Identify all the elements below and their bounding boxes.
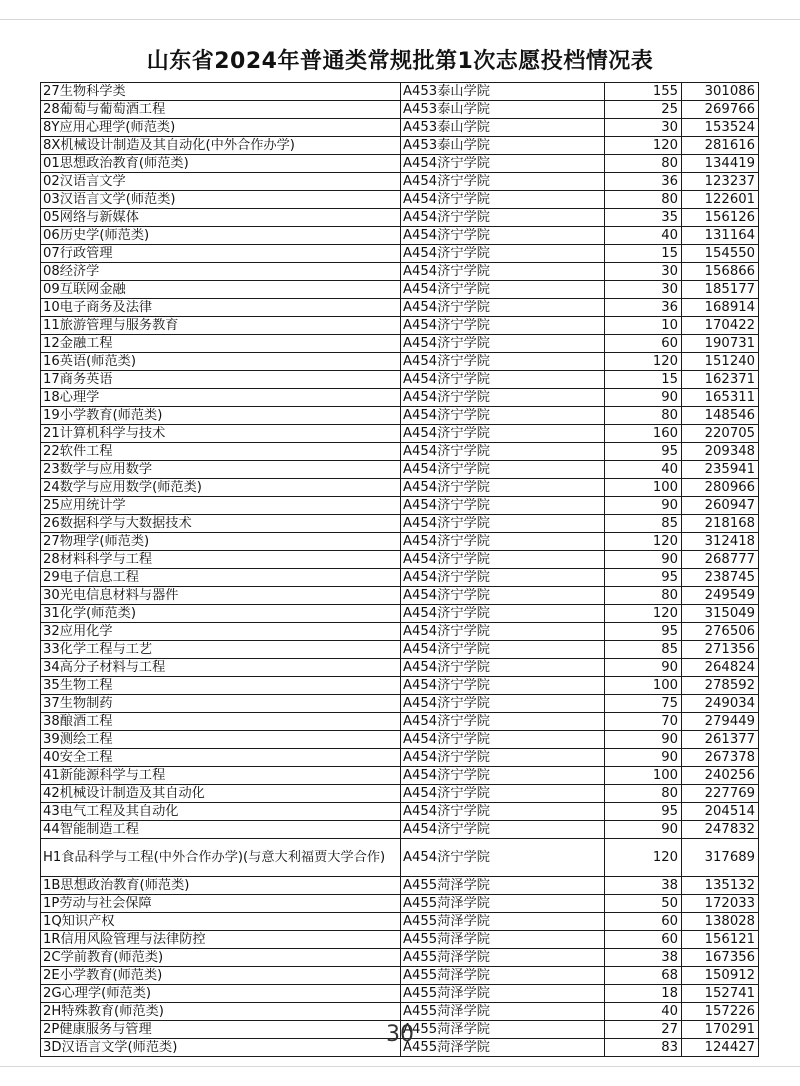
cell-plan: 80 — [605, 155, 682, 173]
cell-rank: 249034 — [682, 695, 759, 713]
cell-school: A453泰山学院 — [401, 101, 605, 119]
table-row — [41, 353, 759, 371]
cell-rank: 240256 — [682, 767, 759, 785]
cell-school: A454济宁学院 — [401, 515, 605, 533]
cell-plan: 85 — [605, 641, 682, 659]
cell-school: A455菏泽学院 — [401, 895, 605, 913]
cell-plan: 90 — [605, 821, 682, 839]
cell-school: A455菏泽学院 — [401, 985, 605, 1003]
cell-school: A455菏泽学院 — [401, 1003, 605, 1021]
table-row — [41, 985, 759, 1003]
cell-rank: 156121 — [682, 931, 759, 949]
cell-rank: 271356 — [682, 641, 759, 659]
cell-school: A453泰山学院 — [401, 119, 605, 137]
cell-plan: 40 — [605, 461, 682, 479]
cell-rank: 157226 — [682, 1003, 759, 1021]
table-row — [41, 443, 759, 461]
cell-major: 02汉语言文学 — [41, 173, 401, 191]
cell-rank: 172033 — [682, 895, 759, 913]
table-row — [41, 533, 759, 551]
cell-major: 38酿酒工程 — [41, 713, 401, 731]
cell-rank: 227769 — [682, 785, 759, 803]
cell-school: A454济宁学院 — [401, 335, 605, 353]
cell-school: A454济宁学院 — [401, 641, 605, 659]
cell-plan: 90 — [605, 389, 682, 407]
cell-rank: 170291 — [682, 1021, 759, 1039]
cell-school: A454济宁学院 — [401, 299, 605, 317]
table-row — [41, 821, 759, 839]
table-row — [41, 299, 759, 317]
cell-major: 35生物工程 — [41, 677, 401, 695]
table-row — [41, 245, 759, 263]
cell-rank: 280966 — [682, 479, 759, 497]
cell-plan: 50 — [605, 895, 682, 913]
cell-major: 30光电信息材料与器件 — [41, 587, 401, 605]
cell-plan: 95 — [605, 803, 682, 821]
cell-major: 27物理学(师范类) — [41, 533, 401, 551]
cell-school: A455菏泽学院 — [401, 877, 605, 895]
cell-major: 2E小学教育(师范类) — [41, 967, 401, 985]
cell-plan: 60 — [605, 913, 682, 931]
cell-plan: 155 — [605, 83, 682, 101]
table-row — [41, 425, 759, 443]
cell-major: 17商务英语 — [41, 371, 401, 389]
table-body — [41, 83, 759, 1057]
cell-school: A454济宁学院 — [401, 767, 605, 785]
cell-plan: 36 — [605, 299, 682, 317]
cell-major: 33化学工程与工艺 — [41, 641, 401, 659]
table-row — [41, 731, 759, 749]
cell-major: 12金融工程 — [41, 335, 401, 353]
cell-rank: 269766 — [682, 101, 759, 119]
cell-school: A454济宁学院 — [401, 785, 605, 803]
cell-plan: 80 — [605, 407, 682, 425]
cell-major: 27生物科学类 — [41, 83, 401, 101]
cell-rank: 235941 — [682, 461, 759, 479]
cell-rank: 315049 — [682, 605, 759, 623]
cell-major: 8Y应用心理学(师范类) — [41, 119, 401, 137]
cell-major: 01思想政治教育(师范类) — [41, 155, 401, 173]
page-number: 30 — [386, 1022, 414, 1047]
cell-school: A454济宁学院 — [401, 821, 605, 839]
cell-plan: 68 — [605, 967, 682, 985]
cell-school: A455菏泽学院 — [401, 931, 605, 949]
table-row — [41, 191, 759, 209]
cell-rank: 185177 — [682, 281, 759, 299]
cell-major: 18心理学 — [41, 389, 401, 407]
cell-school: A454济宁学院 — [401, 803, 605, 821]
cell-plan: 35 — [605, 209, 682, 227]
cell-rank: 151240 — [682, 353, 759, 371]
cell-school: A454济宁学院 — [401, 659, 605, 677]
page-top-border — [0, 19, 800, 20]
admission-table — [40, 82, 759, 1057]
table-row — [41, 173, 759, 191]
cell-school: A454济宁学院 — [401, 839, 605, 877]
cell-plan: 90 — [605, 749, 682, 767]
cell-school: A454济宁学院 — [401, 497, 605, 515]
table-row — [41, 515, 759, 533]
cell-school: A454济宁学院 — [401, 281, 605, 299]
table-row — [41, 1003, 759, 1021]
cell-major: 1P劳动与社会保障 — [41, 895, 401, 913]
cell-major: 29电子信息工程 — [41, 569, 401, 587]
cell-rank: 267378 — [682, 749, 759, 767]
cell-major: 2G心理学(师范类) — [41, 985, 401, 1003]
table-row — [41, 623, 759, 641]
table-row — [41, 877, 759, 895]
cell-school: A455菏泽学院 — [401, 1039, 605, 1057]
cell-plan: 120 — [605, 353, 682, 371]
cell-school: A454济宁学院 — [401, 209, 605, 227]
cell-major: 11旅游管理与服务教育 — [41, 317, 401, 335]
cell-major: 1Q知识产权 — [41, 913, 401, 931]
cell-major: 2P健康服务与管理 — [41, 1021, 401, 1039]
cell-major: 32应用化学 — [41, 623, 401, 641]
cell-major: 28材料科学与工程 — [41, 551, 401, 569]
cell-school: A453泰山学院 — [401, 137, 605, 155]
table-row — [41, 479, 759, 497]
cell-rank: 156126 — [682, 209, 759, 227]
table-row — [41, 839, 759, 877]
cell-plan: 15 — [605, 371, 682, 389]
cell-major: 09互联网金融 — [41, 281, 401, 299]
cell-major: 41新能源科学与工程 — [41, 767, 401, 785]
cell-plan: 83 — [605, 1039, 682, 1057]
cell-school: A454济宁学院 — [401, 389, 605, 407]
cell-school: A454济宁学院 — [401, 317, 605, 335]
cell-major: 25应用统计学 — [41, 497, 401, 515]
cell-rank: 162371 — [682, 371, 759, 389]
cell-plan: 95 — [605, 443, 682, 461]
cell-rank: 148546 — [682, 407, 759, 425]
cell-major: 2C学前教育(师范类) — [41, 949, 401, 967]
cell-major: 37生物制药 — [41, 695, 401, 713]
cell-school: A454济宁学院 — [401, 533, 605, 551]
cell-plan: 120 — [605, 533, 682, 551]
cell-plan: 30 — [605, 263, 682, 281]
cell-school: A454济宁学院 — [401, 749, 605, 767]
table-row — [41, 785, 759, 803]
cell-school: A455菏泽学院 — [401, 949, 605, 967]
cell-rank: 170422 — [682, 317, 759, 335]
cell-rank: 168914 — [682, 299, 759, 317]
table-row — [41, 967, 759, 985]
cell-school: A454济宁学院 — [401, 587, 605, 605]
table-row — [41, 317, 759, 335]
page-title: 山东省2024年普通类常规批第1次志愿投档情况表 — [146, 49, 654, 74]
cell-major: 24数学与应用数学(师范类) — [41, 479, 401, 497]
cell-plan: 95 — [605, 569, 682, 587]
cell-school: A454济宁学院 — [401, 173, 605, 191]
cell-rank: 261377 — [682, 731, 759, 749]
cell-major: 03汉语言文学(师范类) — [41, 191, 401, 209]
cell-school: A455菏泽学院 — [401, 913, 605, 931]
cell-school: A454济宁学院 — [401, 569, 605, 587]
cell-school: A454济宁学院 — [401, 443, 605, 461]
cell-plan: 40 — [605, 1003, 682, 1021]
cell-rank: 260947 — [682, 497, 759, 515]
cell-school: A454济宁学院 — [401, 263, 605, 281]
table-row — [41, 587, 759, 605]
table-row — [41, 497, 759, 515]
cell-plan: 90 — [605, 659, 682, 677]
cell-plan: 15 — [605, 245, 682, 263]
cell-major: 10电子商务及法律 — [41, 299, 401, 317]
cell-rank: 122601 — [682, 191, 759, 209]
table-row — [41, 713, 759, 731]
cell-rank: 123237 — [682, 173, 759, 191]
cell-plan: 80 — [605, 191, 682, 209]
table-row — [41, 569, 759, 587]
cell-plan: 120 — [605, 137, 682, 155]
cell-major: 40安全工程 — [41, 749, 401, 767]
cell-plan: 25 — [605, 101, 682, 119]
cell-school: A453泰山学院 — [401, 83, 605, 101]
cell-school: A454济宁学院 — [401, 695, 605, 713]
cell-major: 1B思想政治教育(师范类) — [41, 877, 401, 895]
cell-major: 3D汉语言文学(师范类) — [41, 1039, 401, 1057]
cell-plan: 90 — [605, 551, 682, 569]
cell-major: 26数据科学与大数据技术 — [41, 515, 401, 533]
cell-plan: 38 — [605, 877, 682, 895]
cell-major: 42机械设计制造及其自动化 — [41, 785, 401, 803]
cell-school: A454济宁学院 — [401, 191, 605, 209]
cell-plan: 30 — [605, 281, 682, 299]
cell-rank: 220705 — [682, 425, 759, 443]
cell-major: 06历史学(师范类) — [41, 227, 401, 245]
table-row — [41, 803, 759, 821]
cell-major: 31化学(师范类) — [41, 605, 401, 623]
cell-plan: 70 — [605, 713, 682, 731]
cell-plan: 85 — [605, 515, 682, 533]
cell-school: A454济宁学院 — [401, 461, 605, 479]
cell-plan: 18 — [605, 985, 682, 1003]
cell-plan: 40 — [605, 227, 682, 245]
table-row — [41, 263, 759, 281]
cell-plan: 100 — [605, 767, 682, 785]
cell-major: 07行政管理 — [41, 245, 401, 263]
cell-major: H1食品科学与工程(中外合作办学)(与意大利福贾大学合作) — [41, 839, 401, 877]
table-row — [41, 209, 759, 227]
cell-major: 21计算机科学与技术 — [41, 425, 401, 443]
cell-major: 1R信用风险管理与法律防控 — [41, 931, 401, 949]
table-row — [41, 767, 759, 785]
cell-school: A454济宁学院 — [401, 155, 605, 173]
cell-rank: 150912 — [682, 967, 759, 985]
cell-rank: 247832 — [682, 821, 759, 839]
cell-rank: 278592 — [682, 677, 759, 695]
cell-rank: 209348 — [682, 443, 759, 461]
cell-school: A454济宁学院 — [401, 551, 605, 569]
cell-rank: 138028 — [682, 913, 759, 931]
cell-plan: 120 — [605, 605, 682, 623]
cell-plan: 160 — [605, 425, 682, 443]
table-row — [41, 551, 759, 569]
cell-major: 23数学与应用数学 — [41, 461, 401, 479]
cell-rank: 165311 — [682, 389, 759, 407]
cell-rank: 268777 — [682, 551, 759, 569]
cell-school: A454济宁学院 — [401, 713, 605, 731]
table-row — [41, 389, 759, 407]
cell-plan: 27 — [605, 1021, 682, 1039]
cell-plan: 90 — [605, 731, 682, 749]
table-row — [41, 913, 759, 931]
table-row — [41, 119, 759, 137]
cell-major: 22软件工程 — [41, 443, 401, 461]
cell-rank: 249549 — [682, 587, 759, 605]
table-row — [41, 659, 759, 677]
cell-plan: 60 — [605, 931, 682, 949]
cell-school: A454济宁学院 — [401, 677, 605, 695]
cell-major: 08经济学 — [41, 263, 401, 281]
table-row — [41, 83, 759, 101]
cell-rank: 264824 — [682, 659, 759, 677]
cell-rank: 131164 — [682, 227, 759, 245]
cell-rank: 153524 — [682, 119, 759, 137]
cell-school: A454济宁学院 — [401, 479, 605, 497]
cell-plan: 36 — [605, 173, 682, 191]
cell-plan: 120 — [605, 839, 682, 877]
cell-rank: 218168 — [682, 515, 759, 533]
table-row — [41, 371, 759, 389]
cell-plan: 100 — [605, 677, 682, 695]
table-row — [41, 949, 759, 967]
cell-plan: 10 — [605, 317, 682, 335]
table-row — [41, 281, 759, 299]
table-row — [41, 749, 759, 767]
cell-major: 05网络与新媒体 — [41, 209, 401, 227]
cell-plan: 60 — [605, 335, 682, 353]
cell-rank: 156866 — [682, 263, 759, 281]
cell-plan: 100 — [605, 479, 682, 497]
cell-plan: 95 — [605, 623, 682, 641]
cell-major: 2H特殊教育(师范类) — [41, 1003, 401, 1021]
cell-rank: 124427 — [682, 1039, 759, 1057]
cell-major: 44智能制造工程 — [41, 821, 401, 839]
table-row — [41, 931, 759, 949]
table-row — [41, 895, 759, 913]
cell-major: 28葡萄与葡萄酒工程 — [41, 101, 401, 119]
table-row — [41, 605, 759, 623]
cell-school: A454济宁学院 — [401, 605, 605, 623]
cell-major: 34高分子材料与工程 — [41, 659, 401, 677]
cell-rank: 301086 — [682, 83, 759, 101]
cell-major: 43电气工程及其自动化 — [41, 803, 401, 821]
table-row — [41, 695, 759, 713]
cell-rank: 276506 — [682, 623, 759, 641]
cell-school: A454济宁学院 — [401, 353, 605, 371]
cell-school: A454济宁学院 — [401, 623, 605, 641]
cell-major: 19小学教育(师范类) — [41, 407, 401, 425]
cell-rank: 152741 — [682, 985, 759, 1003]
cell-school: A454济宁学院 — [401, 371, 605, 389]
cell-rank: 279449 — [682, 713, 759, 731]
cell-school: A454济宁学院 — [401, 425, 605, 443]
cell-plan: 80 — [605, 785, 682, 803]
cell-school: A454济宁学院 — [401, 227, 605, 245]
cell-plan: 38 — [605, 949, 682, 967]
table-row — [41, 335, 759, 353]
table-row — [41, 137, 759, 155]
cell-plan: 80 — [605, 587, 682, 605]
cell-rank: 167356 — [682, 949, 759, 967]
cell-school: A454济宁学院 — [401, 245, 605, 263]
cell-rank: 238745 — [682, 569, 759, 587]
cell-major: 16英语(师范类) — [41, 353, 401, 371]
cell-rank: 312418 — [682, 533, 759, 551]
cell-rank: 190731 — [682, 335, 759, 353]
table-row — [41, 155, 759, 173]
cell-school: A454济宁学院 — [401, 731, 605, 749]
table-row — [41, 641, 759, 659]
cell-rank: 317689 — [682, 839, 759, 877]
cell-rank: 204514 — [682, 803, 759, 821]
cell-school: A454济宁学院 — [401, 407, 605, 425]
cell-rank: 154550 — [682, 245, 759, 263]
page-bottom-border — [0, 1066, 800, 1067]
cell-plan: 90 — [605, 497, 682, 515]
table-row — [41, 461, 759, 479]
cell-plan: 75 — [605, 695, 682, 713]
cell-rank: 281616 — [682, 137, 759, 155]
cell-school: A455菏泽学院 — [401, 1021, 605, 1039]
table-row — [41, 407, 759, 425]
cell-plan: 30 — [605, 119, 682, 137]
table-row — [41, 227, 759, 245]
table-row — [41, 101, 759, 119]
cell-rank: 135132 — [682, 877, 759, 895]
cell-school: A455菏泽学院 — [401, 967, 605, 985]
table-row — [41, 677, 759, 695]
cell-major: 8X机械设计制造及其自动化(中外合作办学) — [41, 137, 401, 155]
cell-major: 39测绘工程 — [41, 731, 401, 749]
cell-rank: 134419 — [682, 155, 759, 173]
